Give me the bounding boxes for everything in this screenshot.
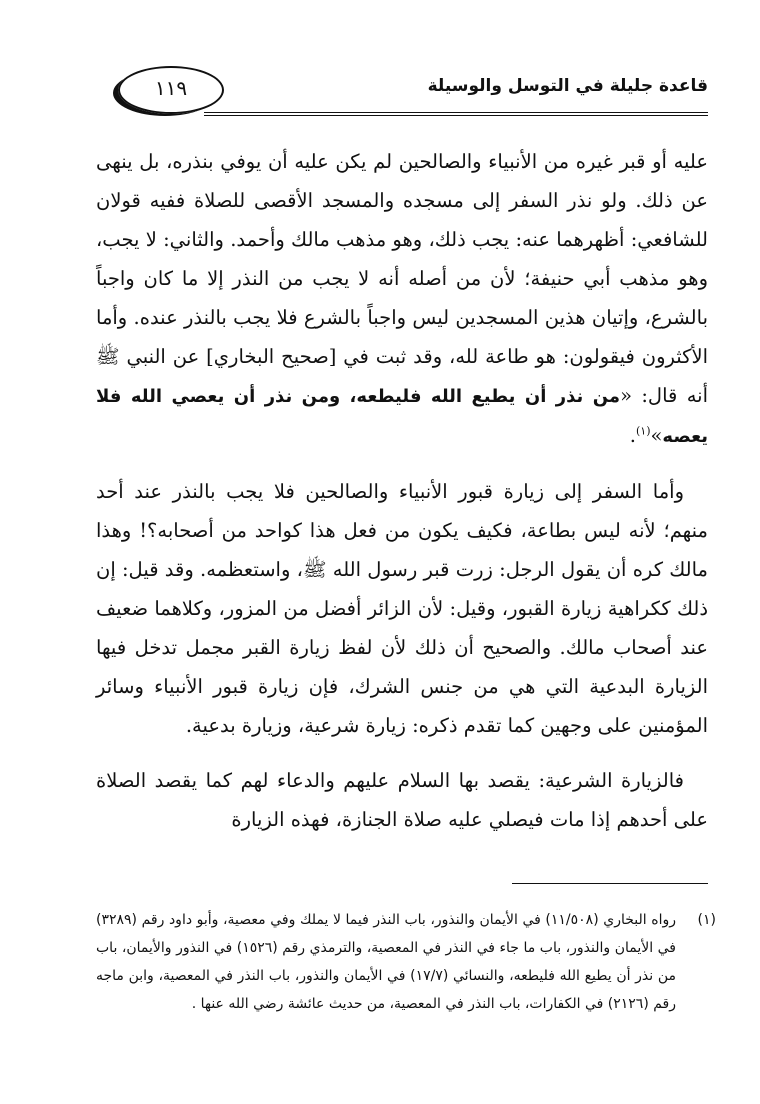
body-text <box>96 142 708 839</box>
header-rule <box>204 112 708 113</box>
body-paragraph <box>96 142 708 456</box>
running-title: قاعدة جليلة في التوسل والوسيلة <box>427 76 708 96</box>
paragraph-text: عليه أو قبر غيره من الأنبياء والصالحين لم يكن عليه أن يوفي بنذره، بل ينهى عن ذلك. ولو نذر السفر إلى مسجده والمسجد الأقصى للصلاة ففيه قولان للشافعي: أظهرهما عنه: يجب ذلك، وهو مذهب مالك وأحمد. والثاني: لا يجب، وهو مذهب أبي حنيفة؛ لأن من أصله أنه لا يجب من النذر إلا ما كان واجباً بالشرع، وإتيان هذين المسجدين ليس واجباً بالشرع فلا يجب بالنذر عنده. وأما الأكثرون فيقولون: هو طاعة لله، وقد ثبت في [صحيح البخاري] عن النبي ﷺ أنه قال: « <box>96 150 708 407</box>
paragraph-text: » <box>650 424 663 447</box>
body-paragraph <box>96 761 708 839</box>
page-number: ١١٩ <box>154 76 188 100</box>
body-paragraph <box>96 472 708 745</box>
hadith-quote: من نذر أن يطيع الله فليطعه، ومن نذر أن يعصي الله فلا يعصه <box>96 386 708 447</box>
footnotes <box>96 906 716 1018</box>
footnote-separator <box>512 883 708 884</box>
footnote-marker: (١) <box>635 424 651 438</box>
page-number-oval <box>118 66 224 114</box>
paragraph-text: . <box>629 424 636 447</box>
paragraph-text: فالزيارة الشرعية: يقصد بها السلام عليهم والدعاء لهم كما يقصد الصلاة على أحدهم إذا مات فيصلي عليه صلاة الجنازة، فهذه الزيارة <box>96 769 708 831</box>
footnote-number: (١) <box>697 912 716 928</box>
page-header <box>96 62 708 142</box>
footnote-text: رواه البخاري (١١/٥٠٨) في الأيمان والنذور، باب النذر فيما لا يملك وفي معصية، وأبو داود رقم (٣٢٨٩) في الأيمان والنذور، باب ما جاء في النذر في المعصية، والترمذي رقم (١٥٢٦) في النذور والأيمان، باب من نذر أن يطيع الله فليطعه، والنسائي (١٧/٧) في الأيمان والنذور، باب النذر في المعصية، وابن ماجه رقم (٢١٢٦) في الكفارات، باب النذر في المعصية، من حديث عائشة رضي الله عنها . <box>96 912 676 1012</box>
paragraph-text: وأما السفر إلى زيارة قبور الأنبياء والصالحين فلا يجب بالنذر عند أحد منهم؛ لأنه ليس بطاعة، فكيف يكون من فعل هذا كواحد من أصحابه؟! وهذا مالك كره أن يقول الرجل: زرت قبر رسول الله ﷺ، واستعظمه. وقد قيل: إن ذلك ككراهية زيارة القبور، وقيل: لأن الزائر أفضل من المزور، وكلاهما ضعيف عند أصحاب مالك. والصحيح أن ذلك لأن لفظ زيارة القبر مجمل تدخل فيها الزيارة البدعية التي هي من جنس الشرك، فإن زيارة قبور الأنبياء وسائر المؤمنين على وجهين كما تقدم ذكره: زيارة شرعية، وزيارة بدعية. <box>96 480 708 737</box>
footnote <box>96 906 716 1018</box>
